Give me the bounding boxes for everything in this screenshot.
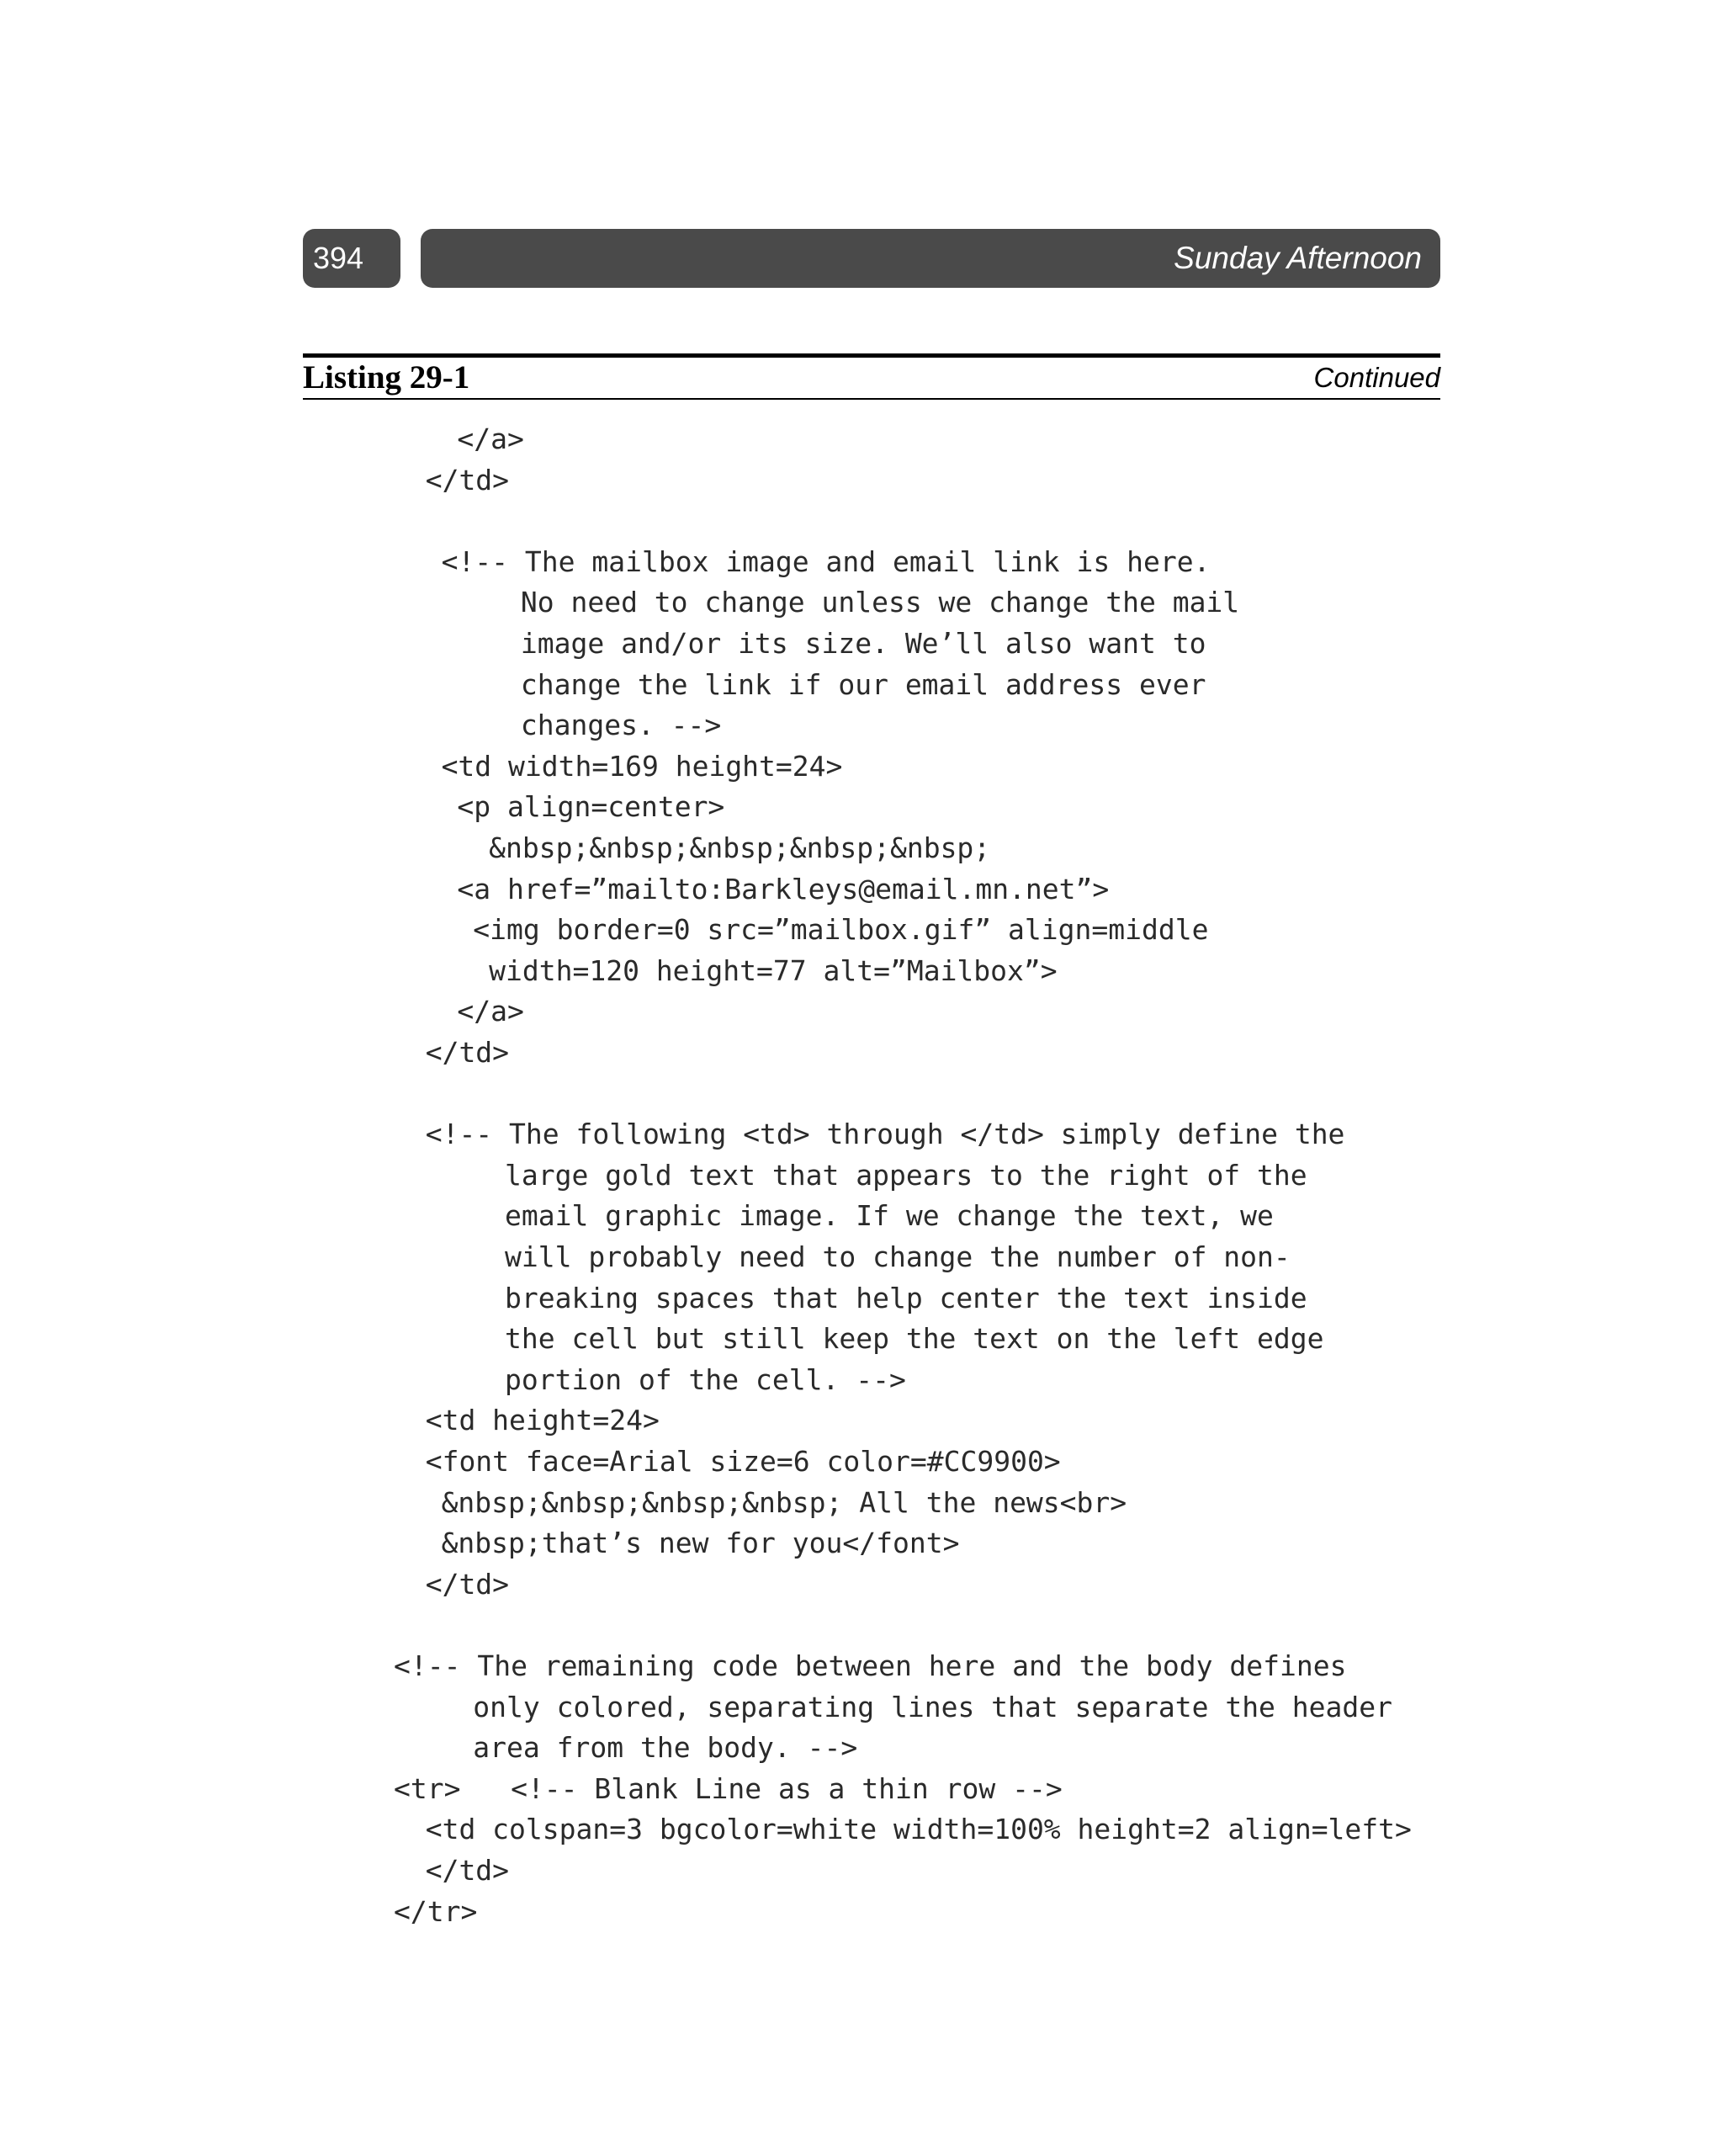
code-line: No need to change unless we change the mail [520,586,1240,619]
code-line: <!-- The remaining code between here and the body defines [394,1649,1347,1682]
code-line: </tr> [394,1894,478,1928]
code-line: the cell but still keep the text on the left edge [505,1322,1324,1356]
page-number: 394 [303,229,400,288]
code-line: <img border=0 src=”mailbox.gif” align=middle [473,913,1209,947]
code-line: <!-- The following <td> through </td> simply define the [425,1118,1345,1151]
code-line: &nbsp;&nbsp;&nbsp;&nbsp; All the news<br> [441,1485,1127,1519]
code-line: <td colspan=3 bgcolor=white width=100% height=2 align=left> [425,1813,1412,1846]
code-line: <a href=”mailto:Barkleys@email.mn.net”> [457,872,1110,905]
code-line: <p align=center> [457,790,725,824]
code-line: <tr> <!-- Blank Line as a thin row --> [394,1771,1063,1805]
listing-bottom-rule [303,398,1440,400]
running-header-title: Sunday Afternoon [421,229,1440,288]
code-line: <font face=Arial size=6 color=#CC9900> [425,1445,1061,1478]
code-line: <td width=169 height=24> [441,749,843,783]
code-line: </td> [425,1854,510,1887]
code-line: <!-- The mailbox image and email link is here. [441,544,1211,578]
code-line: breaking spaces that help center the text inside [505,1281,1307,1314]
code-line: will probably need to change the number of non- [505,1240,1291,1273]
code-line: image and/or its size. We’ll also want to [520,627,1206,660]
code-line: &nbsp;that’s new for you</font> [441,1527,960,1560]
code-line: area from the body. --> [473,1731,858,1765]
listing-top-rule [303,353,1440,358]
code-line: </td> [425,1567,510,1601]
code-line: changes. --> [520,709,722,742]
listing-continued-label: Continued [1313,362,1440,393]
code-line: email graphic image. If we change the text, we [505,1199,1274,1233]
code-line: change the link if our email address ever [520,667,1206,701]
listing-title: Listing 29-1 [303,359,470,396]
code-line: width=120 height=77 alt=”Mailbox”> [489,953,1058,987]
code-line: <td height=24> [425,1404,660,1437]
code-line: </a> [457,422,524,455]
code-line: portion of the cell. --> [505,1362,906,1396]
code-line: only colored, separating lines that separate the header [473,1690,1393,1723]
code-line: &nbsp;&nbsp;&nbsp;&nbsp;&nbsp; [489,831,991,864]
code-line: </a> [457,995,524,1028]
code-line: </td> [425,463,510,497]
code-line: large gold text that appears to the right of the [505,1158,1307,1192]
code-line: </td> [425,1036,510,1069]
